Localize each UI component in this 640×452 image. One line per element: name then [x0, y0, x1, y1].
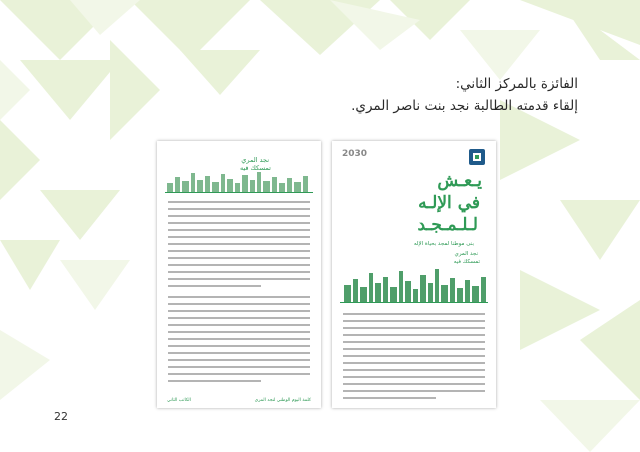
document-spread [157, 141, 496, 408]
skyline-illustration [340, 269, 488, 303]
cover-subtitle: بنى موطنا لمجد بحياة الإله [413, 241, 474, 247]
skyline-illustration [165, 171, 313, 193]
left-footer-right: كلمة اليوم الوطني لنجد المري [254, 398, 311, 403]
right-page [332, 141, 496, 408]
left-footer-left: الكاتب الثاني [167, 398, 191, 403]
right-author-class: تمسكك فيه [453, 259, 480, 265]
cover-title-line3: لـلـمـجـد [417, 215, 478, 235]
left-author-name: نجد المري [241, 156, 269, 164]
cover-title-line2: في الإلـه [418, 193, 480, 213]
winner-heading: الفائزة بالمركز الثاني: [455, 76, 578, 92]
vision-2030-logo: 2030 [342, 149, 368, 159]
cover-title-line1: يـعـش [437, 171, 482, 191]
left-page [157, 141, 321, 408]
page-number: 22 [54, 410, 68, 423]
school-emblem-icon [468, 148, 486, 166]
winner-description: إلقاء قدمته الطالبة نجد بنت ناصر المري. [351, 98, 578, 114]
left-author-class: تمسكك فيه [239, 164, 271, 172]
right-author-name: نجد المري [454, 251, 478, 257]
